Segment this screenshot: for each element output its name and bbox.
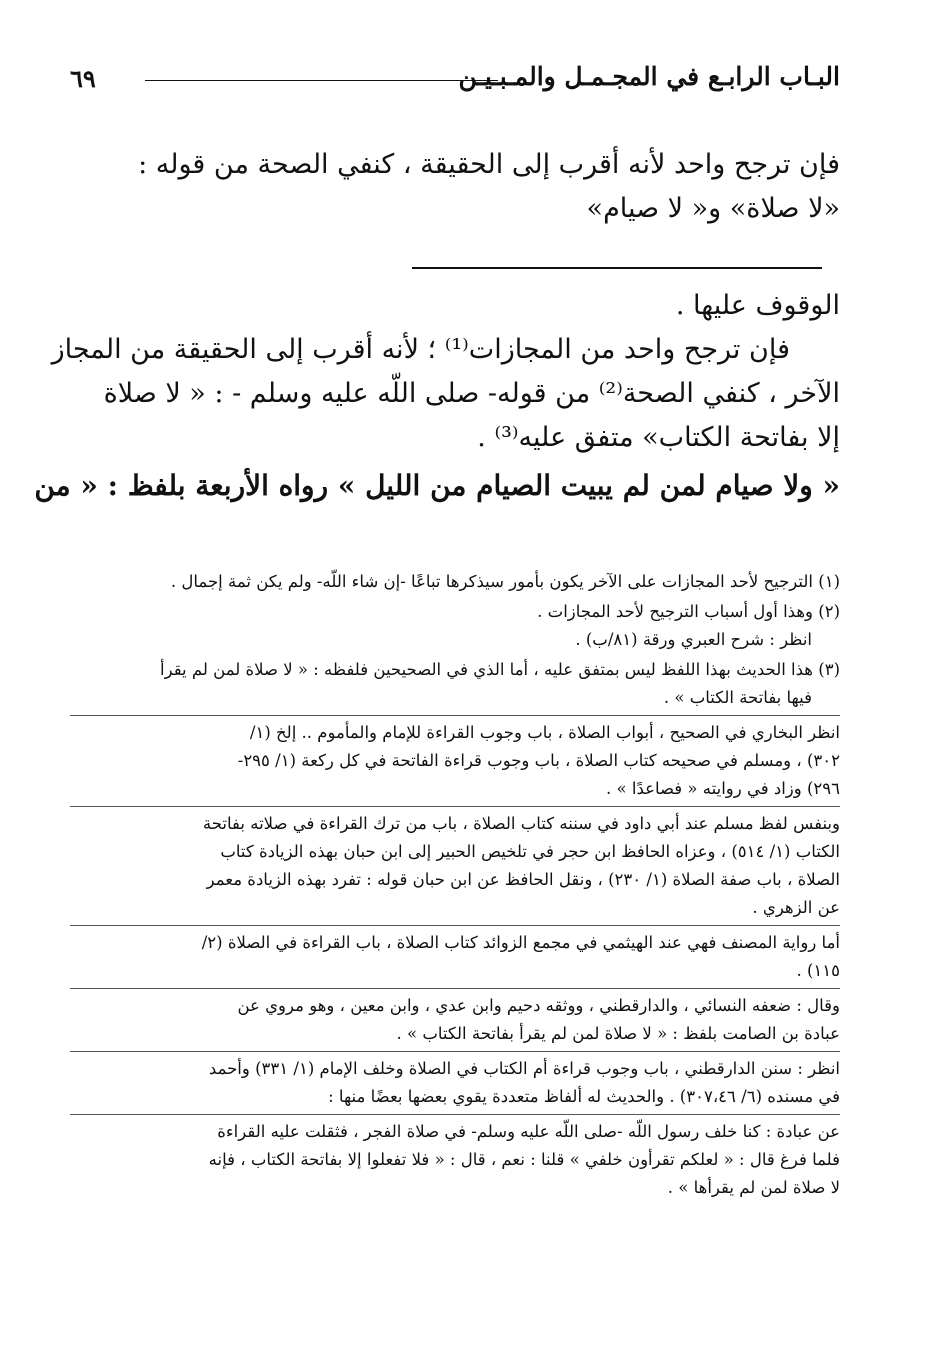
body-line-hadith: « ولا صيام لمن لم يبيت الصيام من الليل » رواه الأربعة بلفظ : « من — [34, 469, 840, 502]
footnote-line: وقال : ضعفه النسائي ، والدارقطني ، ووثقه دحيم وابن عدي ، وابن معين ، وهو مروي عن — [237, 996, 840, 1015]
footnotes — [70, 568, 840, 1204]
inserted-passage — [110, 143, 840, 231]
footnote-line: (٢) وهذا أول أسباب الترجيح لأحد المجازات . — [537, 602, 840, 621]
footnote-3-daraqutni — [70, 1055, 840, 1111]
footnote-line: انظر : سنن الدارقطني ، باب وجوب قراءة أم الكتاب في الصلاة وخلف الإمام (١/ ٣٣١) وأحمد — [208, 1059, 840, 1078]
footnote-line: (١) الترجيح لأحد المجازات على الآخر يكون بأمور سيذكرها تباعًا -إن شاء اللّه- ولم يكن ثمة إجمال . — [170, 572, 840, 591]
inserted-line: «لا صلاة» و« لا صيام» — [586, 193, 840, 224]
footnote-line: عبادة بن الصامت بلفظ : « لا صلاة لمن لم يقرأ بفاتحة الكتاب » . — [396, 1024, 840, 1043]
running-header — [70, 58, 840, 98]
passage-separator-rule — [412, 267, 822, 269]
footnote-divider — [70, 715, 840, 716]
footnote-line: (٣) هذا الحديث بهذا اللفظ ليس بمتفق عليه ، أما الذي في الصحيحين فلفظه : « لا صلاة لمن لم يقرأ — [160, 660, 840, 679]
body-line: إلا بفاتحة الكتاب» متفق عليه⁽³⁾ . — [477, 422, 840, 453]
footnote-line: عن عبادة : كنا خلف رسول اللّه -صلى اللّه عليه وسلم- في صلاة الفجر ، فثقلت عليه القراءة — [217, 1122, 840, 1141]
footnote-1 — [70, 568, 840, 596]
inserted-line: فإن ترجح واحد لأنه أقرب إلى الحقيقة ، كنفي الصحة من قوله : — [138, 149, 840, 180]
footnote-2 — [70, 598, 840, 654]
footnote-divider — [70, 1051, 840, 1052]
footnote-line: لا صلاة لمن لم يقرأها » . — [667, 1178, 840, 1197]
footnote-3-ubada — [70, 1118, 840, 1202]
footnote-line: الكتاب (١/ ٥١٤) ، وعزاه الحافظ ابن حجر في تلخيص الحبير إلى ابن حبان بهذه الزيادة كتاب — [220, 842, 840, 861]
footnote-3-haythami — [70, 929, 840, 985]
body-line: الوقوف عليها . — [675, 290, 840, 321]
header-rule — [145, 80, 498, 81]
footnote-line: الصلاة ، باب صفة الصلاة (١/ ٢٣٠) ، ونقل الحافظ عن ابن حبان قوله : تفرد بهذه الزيادة معمر — [206, 870, 840, 889]
footnote-line: انظر البخاري في الصحيح ، أبواب الصلاة ، باب وجوب القراءة للإمام والمأموم .. إلخ (١/ — [249, 723, 840, 742]
footnote-divider — [70, 925, 840, 926]
chapter-title: البـاب الرابـع في المجـمـل والمـبـيـن — [458, 62, 840, 91]
page-number: ٦٩ — [70, 64, 96, 93]
footnote-3 — [70, 656, 840, 712]
footnote-line: ٢٩٦) وزاد في روايته « فصاعدًا » . — [606, 779, 840, 798]
footnote-divider — [70, 988, 840, 989]
main-text — [34, 284, 840, 508]
footnote-line: فلما فرغ قال : « لعلكم تقرأون خلفي » قلنا : نعم ، قال : « فلا تفعلوا إلا بفاتحة الكتاب ، فإنه — [208, 1150, 840, 1169]
footnote-line: انظر : شرح العبري ورقة (٨١/ب) . — [575, 630, 812, 649]
footnote-divider — [70, 806, 840, 807]
footnote-line: في مسنده (٦/ ٣٠٧،٤٦) . والحديث له ألفاظ متعددة يقوي بعضها بعضًا منها : — [328, 1087, 840, 1106]
body-line: الآخر ، كنفي الصحة⁽²⁾ من قوله- صلى اللّه عليه وسلم - : « لا صلاة — [103, 378, 840, 409]
footnote-line: ٣٠٢) ، ومسلم في صحيحه كتاب الصلاة ، باب وجوب قراءة الفاتحة في كل ركعة (١/ ٢٩٥- — [237, 751, 840, 770]
footnote-divider — [70, 1114, 840, 1115]
footnote-3-abudawud — [70, 810, 840, 922]
footnote-3-bukhari-muslim — [70, 719, 840, 803]
footnote-line: أما رواية المصنف فهي عند الهيثمي في مجمع الزوائد كتاب الصلاة ، باب القراءة في الصلاة (٢/ — [201, 933, 840, 952]
footnote-line: ١١٥) . — [796, 961, 840, 980]
body-line: فإن ترجح واحد من المجازات⁽¹⁾ ؛ لأنه أقرب إلى الحقيقة من المجاز — [51, 334, 790, 365]
footnote-line: فيها بفاتحة الكتاب » . — [663, 688, 812, 707]
footnote-line: وبنفس لفظ مسلم عند أبي داود في سننه كتاب الصلاة ، باب من ترك القراءة في صلاته بفاتحة — [202, 814, 840, 833]
footnote-3-nasai — [70, 992, 840, 1048]
footnote-line: عن الزهري . — [752, 898, 840, 917]
